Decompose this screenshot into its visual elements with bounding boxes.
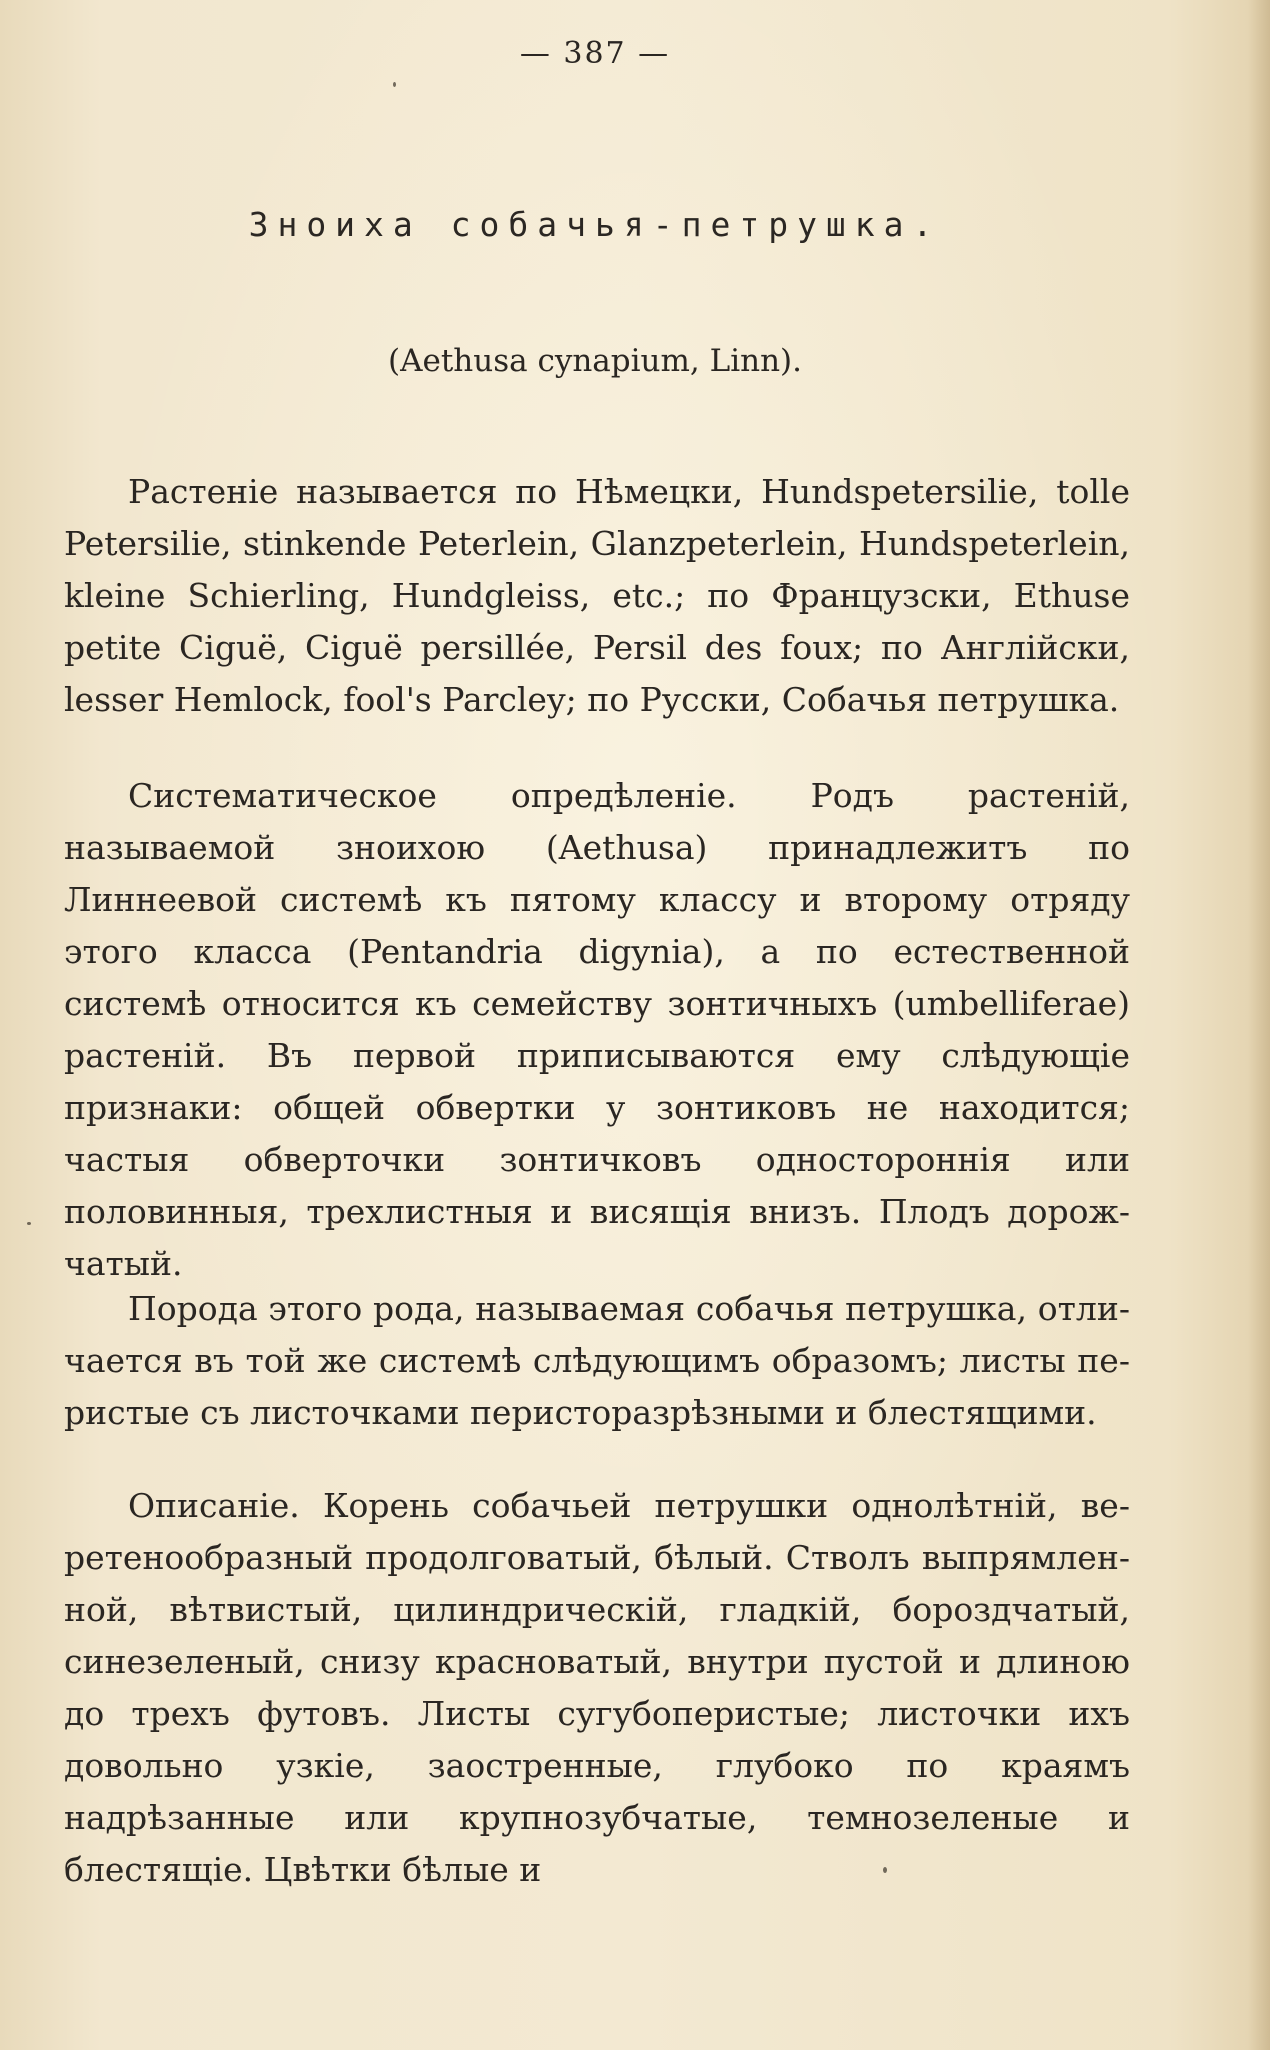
page-edge-shadow — [1248, 0, 1270, 2050]
paragraph-text: Растеніе называется по Нѣмецки, Hundspetersilie, tolle Petersilie, stinkende Peterlein, Glanzpeterlein, Hundspeterlein, kleine Schierling, Hundgleiss, etc.; по Французски, Ethuse petite Ciguë, Ciguë persillée, Persil des foux; по Англійски, lesser Hemlock, fool's Parcley; по Русски, Собачья петрушка. — [64, 472, 1130, 719]
paragraph-species — [64, 1283, 1130, 1439]
page-number: — 387 — — [519, 36, 671, 71]
paragraph-names — [64, 466, 1130, 726]
paragraph-systematic-definition — [64, 770, 1130, 1290]
paragraph-text: Порода этого рода, называемая собачья петрушка, отличается въ той же системѣ слѣдующимъ образомъ; листы перистые съ листочками перисторазрѣзными и блестящими. — [64, 1289, 1130, 1432]
latin-name-subtitle: (Aethusa cynapium, Linn). — [388, 343, 802, 379]
paragraph-description — [64, 1480, 1130, 1896]
paper-speck — [393, 82, 396, 87]
paragraph-text: Описаніе. Корень собачьей петрушки однолѣтній, веретенообразный продолговатый, бѣлый. Стволъ выпрямленной, вѣтвистый, цилиндрическій, гладкій, бороздчатый, синезеленый, снизу красноватый, внутри пустой и длиною до трехъ футовъ. Листы сугубоперистые; листочки ихъ довольно узкіе, заостренные, глубоко по краямъ надрѣзанные или крупнозубчатые, темнозеленые и блестящіе. Цвѣтки бѣлые и — [64, 1486, 1130, 1889]
paper-speck — [27, 1222, 31, 1225]
page-title: Зноиха собачья-петрушка. — [248, 205, 942, 244]
paper-speck — [883, 1867, 887, 1873]
paragraph-text: Систематическое опредѣленіе. Родъ растеній, называемой зноихою (Aethusa) принадлежитъ по Линнеевой системѣ къ пятому классу и второму отряду этого класса (Pentandria digynia), а по естественной системѣ относится къ семейству зонтичныхъ (umbelliferae) растеній. Въ первой приписываются ему слѣдующіе признаки: общей обвертки у зонтиковъ не находится; частыя обверточки зонтичковъ одностороннія или половинныя, трехлистныя и висящія внизъ. Плодъ дорожчатый. — [64, 776, 1130, 1283]
